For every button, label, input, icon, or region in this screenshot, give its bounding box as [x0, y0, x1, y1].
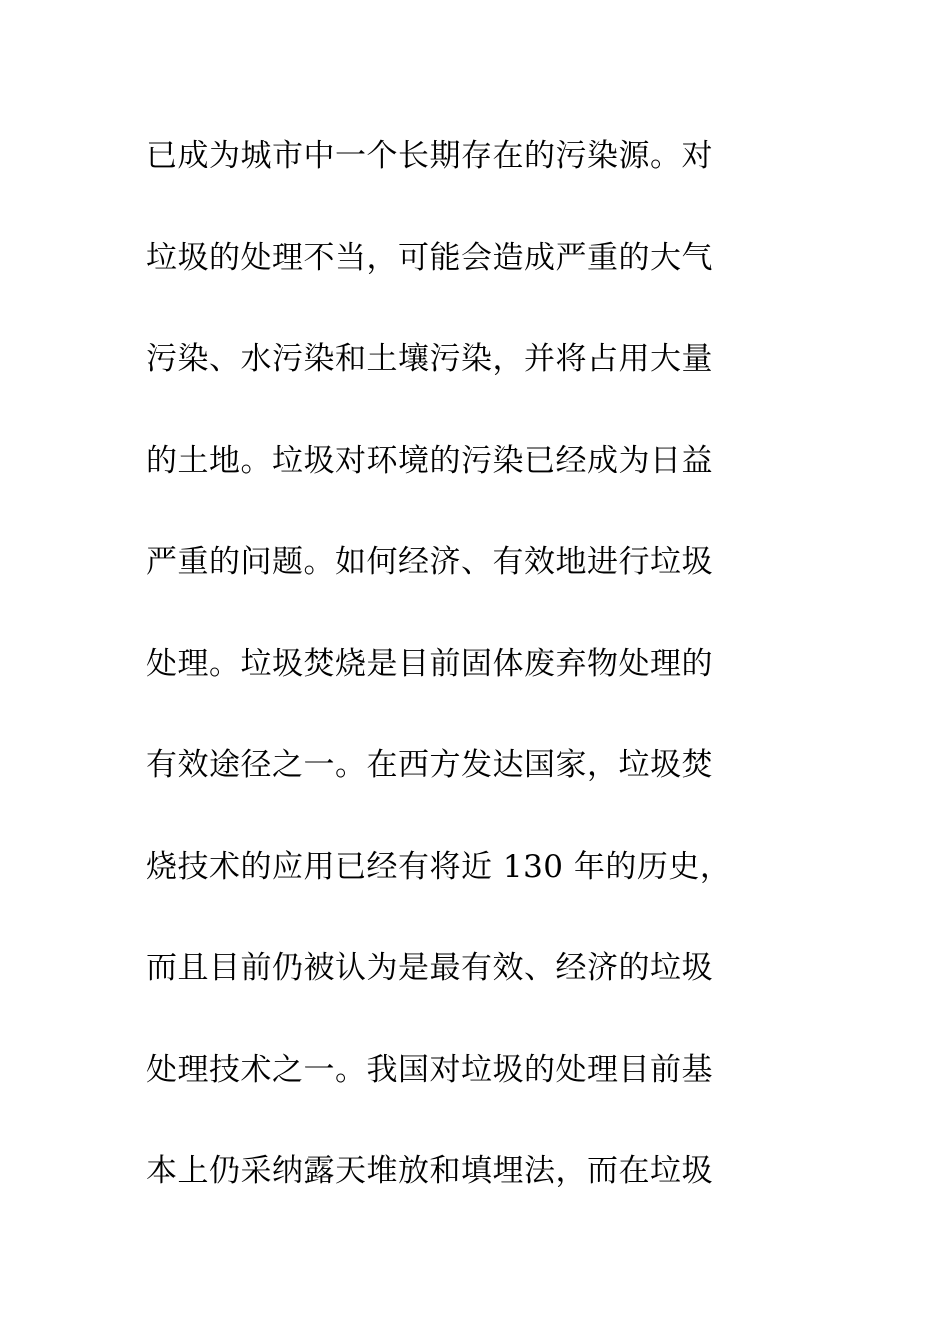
text-line: 烧技术的应用已经有将近 130 年的历史， — [146, 848, 732, 885]
text-line: 处理技术之一。我国对垃圾的处理目前基 — [146, 1051, 713, 1088]
text-line: 垃圾的处理不当，可能会造成严重的大气 — [146, 239, 713, 276]
text-line: 本上仍采纳露天堆放和填埋法，而在垃圾 — [146, 1153, 713, 1189]
text-line: 有效途径之一。在西方发达国家，垃圾焚 — [146, 747, 713, 783]
body-paragraph — [146, 128, 786, 1245]
text-line: 污染、水污染和土壤污染，并将占用大量 — [146, 341, 713, 377]
text-line: 而且目前仍被认为是最有效、经济的垃圾 — [146, 950, 713, 986]
text-line: 的土地。垃圾对环境的污染已经成为日益 — [146, 442, 713, 479]
text-line: 处理。垃圾焚烧是目前固体废弃物处理的 — [146, 645, 713, 682]
text-line: 已成为城市中一个长期存在的污染源。对 — [146, 138, 713, 174]
text-line: 严重的问题。如何经济、有效地进行垃圾 — [146, 544, 713, 580]
